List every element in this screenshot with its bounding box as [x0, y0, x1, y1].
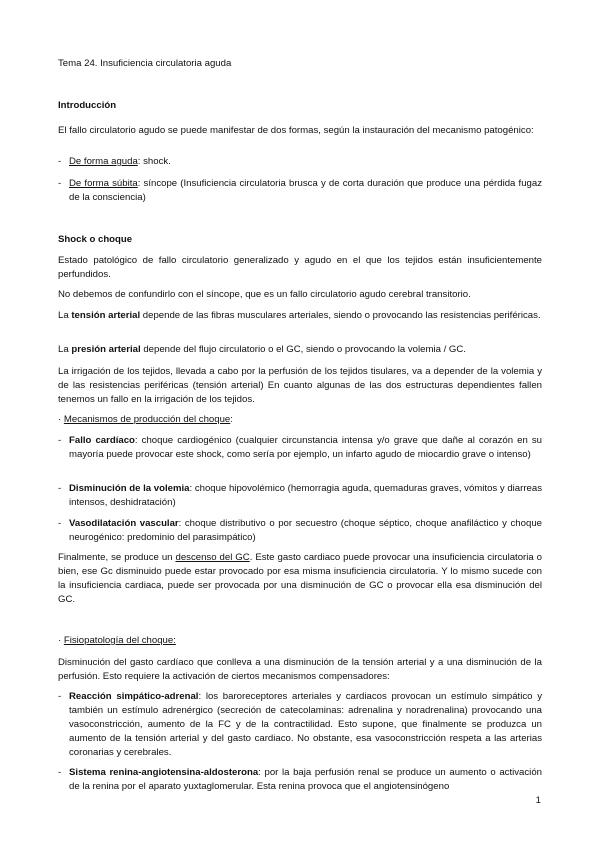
text-aguda: : shock. [137, 156, 171, 167]
dash-bullet: - [58, 483, 62, 494]
list-item-subita [58, 177, 542, 205]
finalmente-paragraph [58, 551, 542, 607]
dash-bullet: - [58, 178, 62, 189]
shock-paragraph-1: Estado patológico de fallo circulatorio generalizado y agudo en el que los tejidos están insuficientemente perfundidos. [58, 255, 542, 280]
dash-bullet: - [58, 518, 62, 529]
dash-bullet: - [58, 691, 62, 702]
term-descenso-gc: descenso del GC [175, 552, 250, 563]
list-item-vasodilatacion [58, 517, 542, 545]
mechanisms-title: Mecanismos de producción del choque [63, 414, 231, 425]
text-run: : choque distributivo o por secuestro (choque séptico, choque anafiláctico y choque neurogénico: predominio del parasimpático) [69, 518, 542, 543]
text-run: · [58, 414, 64, 425]
shock-paragraph-2: No debemos de confundirlo con el síncope, que es un fallo circulatorio agudo cerebral transitorio. [58, 289, 471, 300]
fisiopatologia-paragraph: Disminución del gasto cardíaco que conlleva a una disminución de la tensión arterial y a una disminución de la perfusión. Esto requiere la activación de ciertos mecanismos compensadores: [58, 657, 542, 682]
text-run: La [58, 310, 72, 321]
term-subita: De forma súbita [69, 178, 138, 189]
dash-bullet: - [58, 156, 62, 167]
page-number: 1 [535, 795, 541, 806]
shock-heading: Shock o choque [58, 234, 133, 245]
text-run: depende de las fibras musculares arteriales, siendo o provocando las resistencias periféricas. [140, 310, 541, 321]
document-title: Tema 24. Insuficiencia circulatoria aguda [58, 58, 232, 69]
text-run: : por la baja perfusión renal se produce un aumento o activación de la renina por el aparato yuxtaglomerular. Esta renina provoca que el angiotensinógeno [69, 767, 542, 792]
term-volemia: Disminución de la volemia [69, 483, 190, 494]
term-fallo-cardiaco: Fallo cardíaco [69, 435, 135, 446]
term-presion-arterial: presión arterial [71, 344, 141, 355]
intro-paragraph: El fallo circulatorio agudo se puede manifestar de dos formas, según la instauración del mecanismo patogénico: [58, 125, 534, 136]
dash-bullet: - [58, 767, 62, 778]
text-run: La [58, 344, 72, 355]
shock-paragraph-5: La irrigación de los tejidos, llevada a cabo por la perfusión de los tejidos tisulares, va a depender de la volemia y de las resistencias periféricas (tensión arterial) En cuanto algunas de las dos estructuras dependientes fallen tenemos un fallo en la irrigación de los tejidos. [58, 366, 542, 405]
term-vasodilatacion: Vasodilatación vascular [69, 518, 179, 529]
term-simpatico-adrenal: Reacción simpático-adrenal [69, 691, 199, 702]
text-run: Finalmente, se produce un [58, 552, 176, 563]
list-item-volemia [58, 482, 542, 510]
text-run: . Este gasto cardiaco puede provocar una insuficiencia circulatoria o bien, ese Gc disminuido puede estar provocado por esa misma insuficiencia circulatoria. Y lo mismo sucede con la insuficiencia cardiaca, puede ser provocada por una disminución de GC o provocar ella esa disminución del GC. [58, 552, 542, 605]
list-item-fallo-cardiaco [58, 434, 542, 462]
intro-heading: Introducción [58, 100, 117, 111]
text-run: depende del flujo circulatorio o el GC, siendo o provocando la volemia / GC. [140, 344, 466, 355]
mechanisms-heading [58, 413, 542, 427]
text-run: : los baroreceptores arteriales y cardiacos provocan un estímulo simpático y también un estímulo adrenérgico (secreción de catecolaminas: adrenalina y noradrenalina) provocando una vasoconstricción, aumento de la FC y de la contractilidad. Esto supone, que finalmente se produzca un aumento de la tensión arterial y del gasto cardiaco. No obstante, esa vasoconstricción respeta a las arterias coronarias y cerebrales. [69, 691, 542, 758]
term-raa: Sistema renina-angiotensina-aldosterona [69, 767, 259, 778]
list-item-simpatico [58, 690, 542, 760]
fisiopatologia-title: Fisiopatología del choque: [63, 635, 176, 646]
text-subita: : síncope (Insuficiencia circulatoria brusca y de corta duración que produce una pérdida fugaz de la consciencia) [69, 178, 543, 203]
text-run: : choque cardiogénico (cualquier circunstancia intensa y/o grave que dañe al corazón en su mayoría puede provocar este shock, como sería por ejemplo, un infarto agudo de miocardio grave o intenso) [69, 435, 542, 460]
dash-bullet: - [58, 435, 62, 446]
term-tension-arterial: tensión arterial [71, 310, 141, 321]
list-item-raa [58, 766, 542, 794]
text-run: : choque hipovolémico (hemorragia aguda, quemaduras graves, vómitos y diarreas intensos, deshidratación) [69, 483, 542, 508]
text-run: · [58, 635, 64, 646]
term-aguda: De forma aguda [69, 156, 138, 167]
text-run: : [230, 414, 233, 425]
shock-paragraph-4 [58, 343, 542, 357]
fisiopatologia-heading [58, 634, 542, 648]
list-item-aguda [58, 155, 542, 169]
shock-paragraph-3 [58, 309, 542, 323]
